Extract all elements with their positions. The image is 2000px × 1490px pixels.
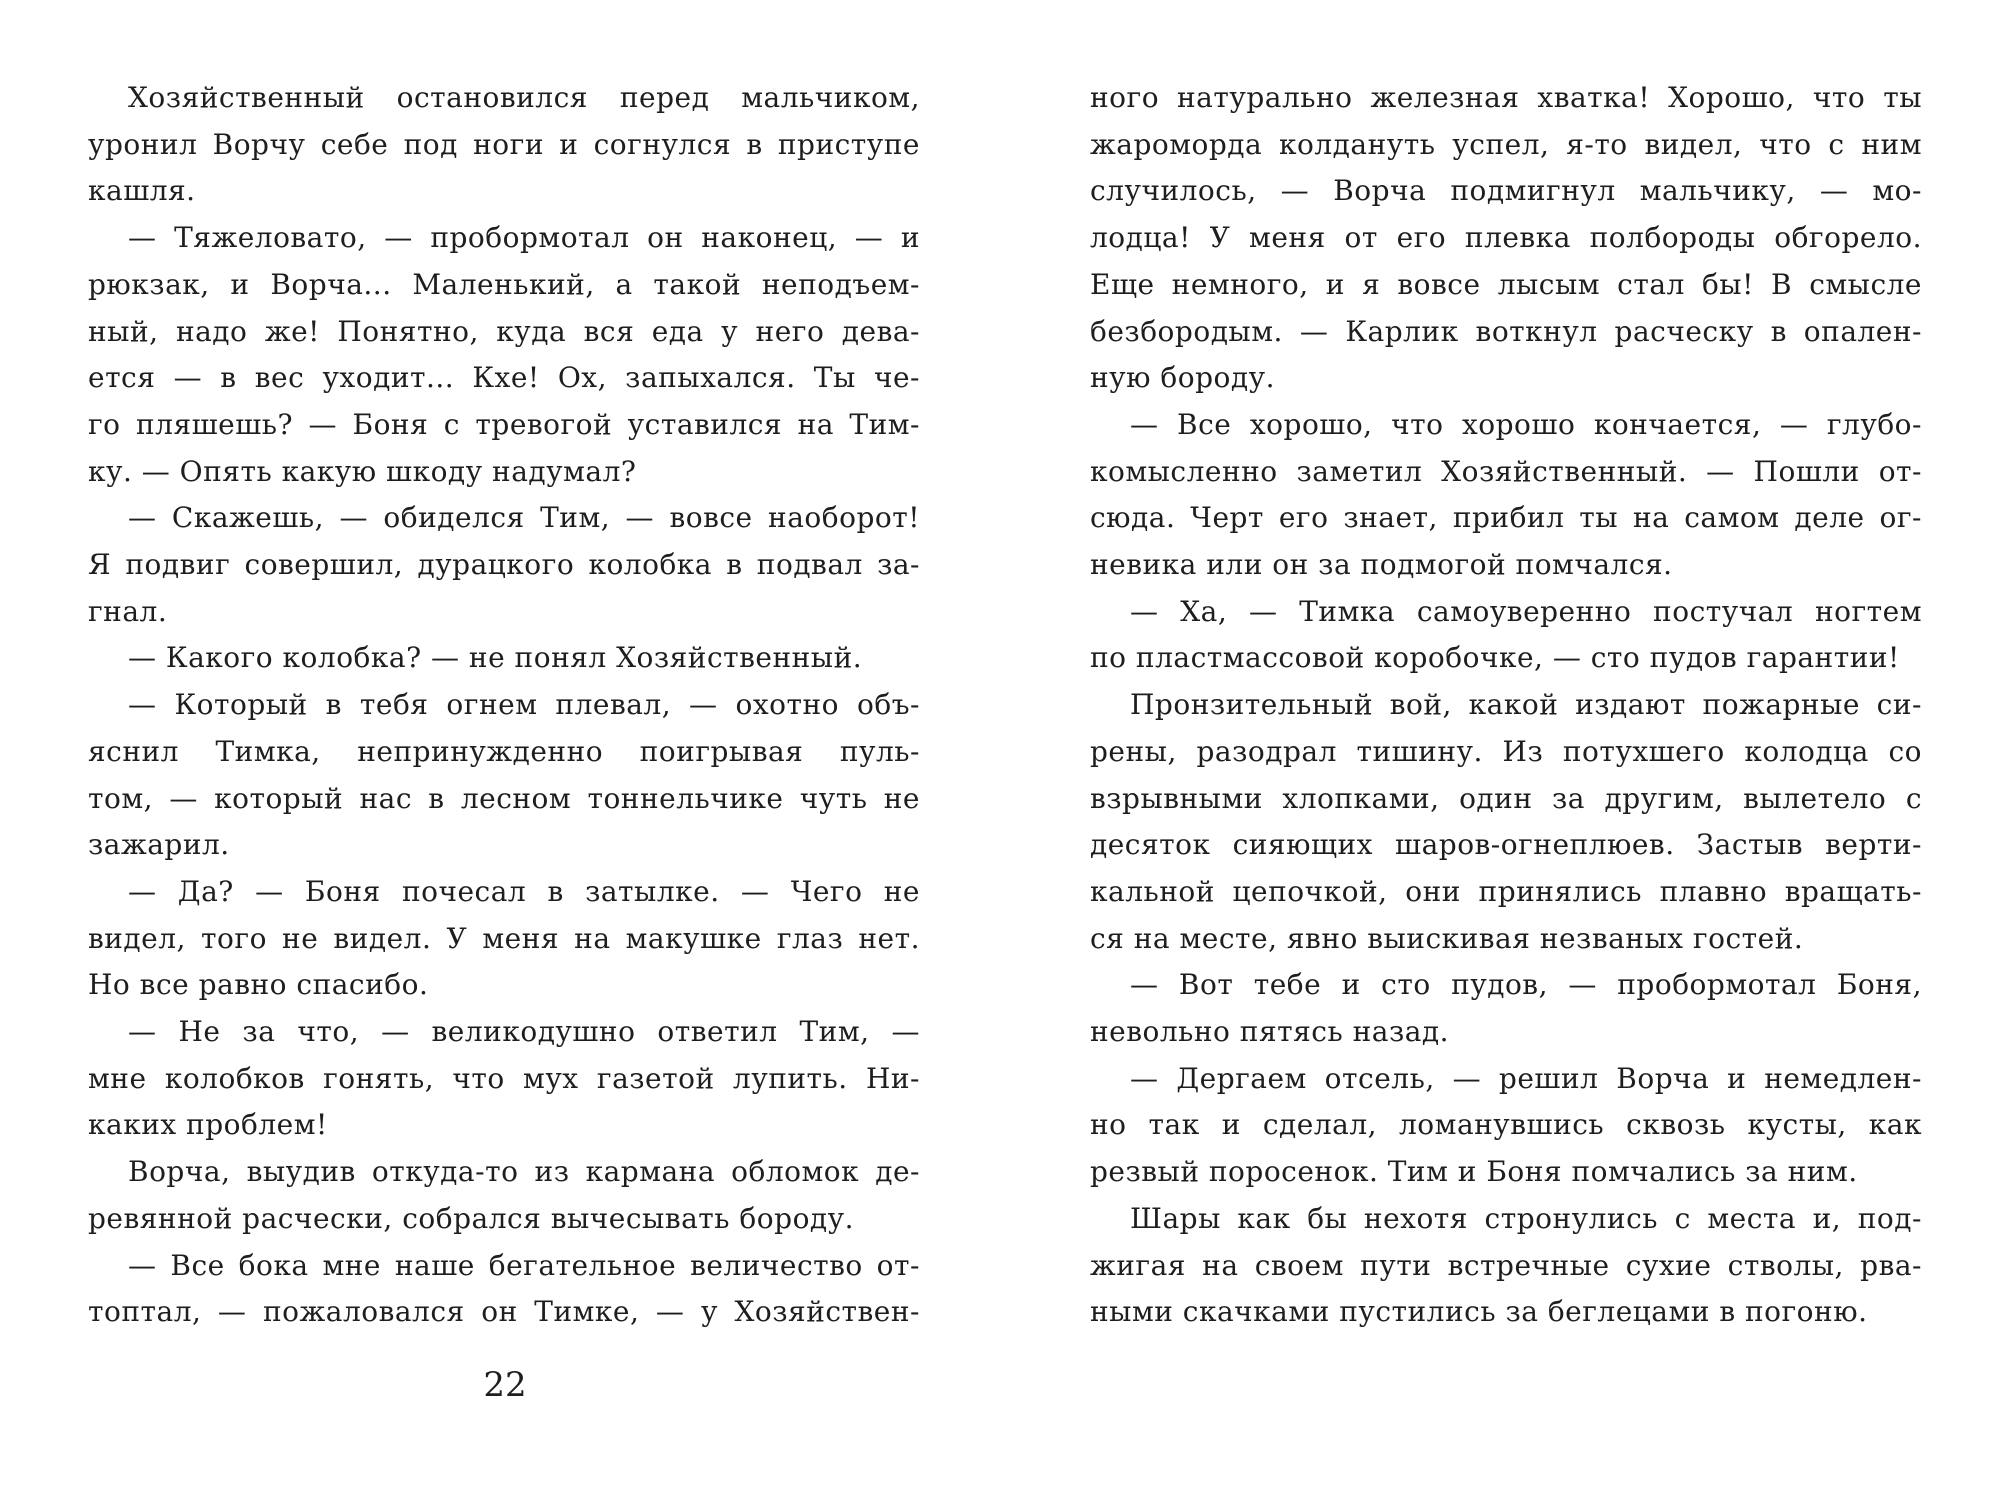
- text-line: Пронзительный вой, какой издают пожарные си-: [1130, 688, 1922, 722]
- text-line: лодца! У меня от его плевка полбороды обгорело.: [1090, 221, 1922, 255]
- text-line: ными скачками пустились за беглецами в погоню.: [1090, 1295, 1868, 1329]
- text-line: кашля.: [88, 174, 196, 208]
- text-line: — Ха, — Тимка самоуверенно постучал ногтем: [1130, 594, 1922, 628]
- text-line: том, — который нас в лесном тоннельчике чуть не: [88, 781, 920, 815]
- text-line: Хозяйственный остановился перед мальчиком,: [128, 81, 920, 114]
- text-line: ного натурально железная хватка! Хорошо, что ты: [1090, 81, 1922, 114]
- text-line: — Который в тебя огнем плевал, — охотно объ-: [128, 688, 920, 722]
- text-line: — Все бока мне наше бегательное величество от-: [128, 1248, 920, 1282]
- text-line: Но все равно спасибо.: [88, 968, 429, 1002]
- text-line: рены, разодрал тишину. Из потухшего колодца со: [1090, 734, 1922, 768]
- text-line: случилось, — Ворча подмигнул мальчику, — мо-: [1090, 174, 1922, 208]
- text-line: комысленно заметил Хозяйственный. — Пошли от-: [1090, 454, 1922, 488]
- text-line: — Тяжеловато, — пробормотал он наконец, — и: [128, 221, 920, 255]
- text-line: рюкзак, и Ворча... Маленький, а такой неподъем-: [88, 267, 920, 301]
- text-line: гнал.: [88, 594, 168, 628]
- text-line: мне колобков гонять, что мух газетой лупить. Ни-: [88, 1061, 920, 1095]
- text-line: ный, надо же! Понятно, куда вся еда у него дева-: [88, 314, 920, 348]
- text-line: — Да? — Боня почесал в затылке. — Чего не: [128, 874, 920, 908]
- page-number: 22: [483, 1365, 527, 1405]
- text-line: ется — в вес уходит... Кхе! Ох, запыхался. Ты че-: [88, 361, 920, 395]
- text-line: ревянной расчески, собрался вычесывать бороду.: [88, 1201, 855, 1235]
- text-line: десяток сияющих шаров-огнеплюев. Застыв верти-: [1090, 828, 1922, 862]
- text-line: резвый поросенок. Тим и Боня помчались за ним.: [1090, 1155, 1858, 1189]
- text-line: сюда. Черт его знает, прибил ты на самом деле ог-: [1090, 501, 1922, 535]
- text-line: зажарил.: [88, 828, 230, 862]
- text-line: — Не за что, — великодушно ответил Тим, —: [128, 1015, 920, 1048]
- text-line: ную бороду.: [1090, 361, 1276, 395]
- text-line: Еще немного, и я вовсе лысым стал бы! В смысле: [1090, 267, 1922, 301]
- text-line: кальной цепочкой, они принялись плавно вращать-: [1090, 874, 1922, 908]
- text-line: но так и сделал, ломанувшись сквозь кусты, как: [1090, 1108, 1922, 1142]
- text-line: ку. — Опять какую шкоду надумал?: [88, 454, 637, 488]
- text-line: — Все хорошо, что хорошо кончается, — глубо-: [1130, 407, 1922, 441]
- text-line: безбородым. — Карлик воткнул расческу в опален-: [1090, 314, 1922, 348]
- text-line: яснил Тимка, непринужденно поигрывая пуль-: [88, 734, 920, 768]
- text-line: по пластмассовой коробочке, — сто пудов гарантии!: [1090, 641, 1900, 675]
- text-line: жароморда колдануть успел, я-то видел, что с ним: [1090, 127, 1922, 161]
- text-line: — Какого колобка? — не понял Хозяйственный.: [128, 641, 863, 675]
- text-line: ся на месте, явно выискивая незваных гостей.: [1090, 921, 1804, 955]
- text-line: — Вот тебе и сто пудов, — пробормотал Боня,: [1130, 968, 1922, 1002]
- text-line: — Скажешь, — обиделся Тим, — вовсе наоборот!: [128, 501, 920, 535]
- text-line: жигая на своем пути встречные сухие стволы, рва-: [1090, 1248, 1922, 1282]
- text-line: топтал, — пожаловался он Тимке, — у Хозяйствен-: [88, 1295, 920, 1329]
- text-line: го пляшешь? — Боня с тревогой уставился на Тим-: [88, 407, 920, 441]
- text-line: каких проблем!: [88, 1108, 328, 1142]
- text-line: уронил Ворчу себе под ноги и согнулся в приступе: [88, 127, 920, 161]
- text-line: невика или он за подмогой помчался.: [1090, 548, 1673, 581]
- text-line: взрывными хлопками, один за другим, вылетело с: [1090, 781, 1922, 815]
- text-line: видел, того не видел. У меня на макушке глаз нет.: [88, 921, 920, 955]
- text-line: Шары как бы нехотя стронулись с места и, под-: [1130, 1201, 1922, 1235]
- text-line: Ворча, выудив откуда-то из кармана обломок де-: [128, 1155, 920, 1189]
- text-line: невольно пятясь назад.: [1090, 1015, 1450, 1048]
- text-line: — Дергаем отсель, — решил Ворча и немедлен-: [1130, 1061, 1922, 1095]
- text-line: Я подвиг совершил, дурацкого колобка в подвал за-: [88, 548, 920, 581]
